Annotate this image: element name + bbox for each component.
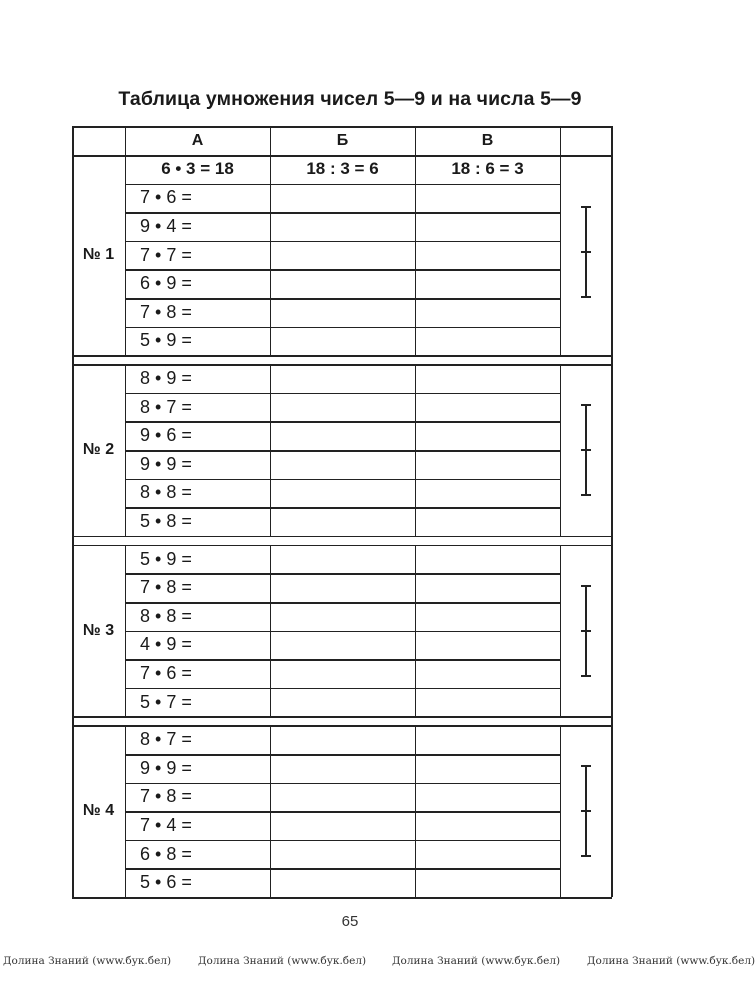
answer-cell[interactable]	[415, 688, 560, 717]
table-rule	[560, 725, 562, 897]
answer-cell[interactable]	[415, 421, 560, 450]
table-rule	[72, 545, 74, 717]
table-rule	[125, 126, 127, 155]
answer-cell[interactable]	[415, 479, 560, 508]
table-rule	[415, 545, 417, 717]
task-cell: 5 • 6 =	[140, 872, 192, 893]
column-header: В	[481, 131, 494, 149]
answer-cell[interactable]	[270, 241, 415, 270]
table-rule	[72, 355, 612, 357]
answer-cell[interactable]	[415, 602, 560, 631]
table-rule	[611, 545, 613, 717]
table-rule	[72, 355, 74, 364]
table-rule	[560, 155, 562, 355]
table-rule	[560, 364, 562, 536]
example-cell: 18 : 3 = 6	[306, 159, 379, 179]
table-rule	[415, 725, 417, 897]
answer-cell[interactable]	[270, 868, 415, 897]
answer-cell[interactable]	[270, 754, 415, 783]
answer-cell[interactable]	[415, 184, 560, 213]
table-rule	[270, 126, 272, 155]
task-cell: 9 • 6 =	[140, 425, 192, 446]
answer-cell[interactable]	[270, 184, 415, 213]
answer-cell[interactable]	[270, 811, 415, 840]
table-rule	[72, 716, 74, 725]
answer-cell[interactable]	[270, 450, 415, 479]
table-rule	[415, 155, 417, 355]
watermark: Долина Знаний (www.бук.бел)	[392, 955, 561, 967]
segment-bracket-icon	[579, 765, 593, 857]
answer-cell[interactable]	[270, 573, 415, 602]
table-rule	[125, 545, 127, 717]
watermark: Долина Знаний (www.бук.бел)	[198, 955, 367, 967]
table-rule	[611, 716, 613, 725]
task-cell: 4 • 9 =	[140, 634, 192, 655]
segment-bracket-icon	[579, 404, 593, 496]
page-number: 65	[341, 913, 359, 930]
task-cell: 9 • 4 =	[140, 215, 192, 236]
answer-cell[interactable]	[415, 725, 560, 754]
table-rule	[72, 536, 612, 538]
task-cell: 7 • 6 =	[140, 662, 192, 683]
answer-cell[interactable]	[415, 269, 560, 298]
answer-cell[interactable]	[415, 393, 560, 422]
answer-cell[interactable]	[270, 840, 415, 869]
task-cell: 8 • 7 =	[140, 396, 192, 417]
table-rule	[72, 155, 74, 355]
table-rule	[72, 536, 74, 545]
table-rule	[611, 355, 613, 364]
table-rule	[611, 725, 613, 897]
page-title: Таблица умножения чисел 5—9 и на числа 5—9	[118, 88, 582, 110]
task-cell: 7 • 6 =	[140, 187, 192, 208]
answer-cell[interactable]	[415, 298, 560, 327]
answer-cell[interactable]	[415, 868, 560, 897]
answer-cell[interactable]	[415, 241, 560, 270]
table-rule	[611, 155, 613, 355]
task-cell: 5 • 9 =	[140, 330, 192, 351]
task-cell: 5 • 9 =	[140, 548, 192, 569]
task-cell: 7 • 8 =	[140, 786, 192, 807]
answer-cell[interactable]	[270, 364, 415, 393]
group-label: № 1	[82, 246, 115, 264]
column-header: Б	[336, 131, 349, 149]
table-rule	[415, 364, 417, 536]
table-rule	[72, 716, 612, 718]
answer-cell[interactable]	[415, 507, 560, 536]
task-cell: 7 • 8 =	[140, 301, 192, 322]
answer-cell[interactable]	[415, 364, 560, 393]
answer-cell[interactable]	[270, 327, 415, 356]
table-rule	[611, 536, 613, 545]
column-header: А	[191, 131, 204, 149]
answer-cell[interactable]	[270, 725, 415, 754]
table-rule	[270, 545, 272, 717]
example-cell: 6 • 3 = 18	[161, 159, 234, 179]
task-cell: 7 • 4 =	[140, 814, 192, 835]
answer-cell[interactable]	[270, 783, 415, 812]
task-cell: 8 • 9 =	[140, 367, 192, 388]
table-rule	[72, 725, 74, 897]
answer-cell[interactable]	[270, 688, 415, 717]
table-rule	[611, 126, 613, 155]
answer-cell[interactable]	[415, 659, 560, 688]
table-rule	[270, 725, 272, 897]
table-rule	[270, 364, 272, 536]
task-cell: 5 • 8 =	[140, 510, 192, 531]
answer-cell[interactable]	[270, 602, 415, 631]
answer-cell[interactable]	[270, 631, 415, 660]
answer-cell[interactable]	[415, 573, 560, 602]
watermark: Долина Знаний (www.бук.бел)	[587, 955, 755, 967]
answer-cell[interactable]	[415, 545, 560, 574]
answer-cell[interactable]	[270, 298, 415, 327]
answer-cell[interactable]	[415, 631, 560, 660]
segment-bracket-icon	[579, 206, 593, 298]
table-rule	[72, 364, 74, 536]
task-cell: 8 • 7 =	[140, 729, 192, 750]
table-rule	[125, 725, 127, 897]
task-cell: 7 • 7 =	[140, 244, 192, 265]
answer-cell[interactable]	[270, 269, 415, 298]
answer-cell[interactable]	[270, 479, 415, 508]
segment-bracket-icon	[579, 585, 593, 677]
task-cell: 8 • 8 =	[140, 482, 192, 503]
watermark: Долина Знаний (www.бук.бел)	[3, 955, 172, 967]
table-rule	[125, 364, 127, 536]
group-label: № 2	[82, 440, 115, 458]
table-rule	[72, 126, 74, 155]
answer-cell[interactable]	[415, 811, 560, 840]
task-cell: 5 • 7 =	[140, 691, 192, 712]
answer-cell[interactable]	[270, 507, 415, 536]
task-cell: 9 • 9 =	[140, 757, 192, 778]
example-cell: 18 : 6 = 3	[451, 159, 524, 179]
table-rule	[125, 155, 127, 355]
task-cell: 6 • 9 =	[140, 273, 192, 294]
answer-cell[interactable]	[270, 421, 415, 450]
table-rule	[415, 126, 417, 155]
table-rule	[560, 126, 562, 155]
answer-cell[interactable]	[415, 327, 560, 356]
answer-cell[interactable]	[270, 545, 415, 574]
answer-cell[interactable]	[415, 212, 560, 241]
answer-cell[interactable]	[270, 393, 415, 422]
task-cell: 7 • 8 =	[140, 577, 192, 598]
table-rule	[611, 364, 613, 536]
task-cell: 9 • 9 =	[140, 453, 192, 474]
task-cell: 6 • 8 =	[140, 843, 192, 864]
answer-cell[interactable]	[415, 783, 560, 812]
answer-cell[interactable]	[415, 754, 560, 783]
answer-cell[interactable]	[415, 840, 560, 869]
table-rule	[270, 155, 272, 355]
group-label: № 3	[82, 621, 115, 639]
answer-cell[interactable]	[270, 659, 415, 688]
table-rule	[72, 897, 612, 899]
answer-cell[interactable]	[270, 212, 415, 241]
group-label: № 4	[82, 802, 115, 820]
task-cell: 8 • 8 =	[140, 605, 192, 626]
table-rule	[560, 545, 562, 717]
answer-cell[interactable]	[415, 450, 560, 479]
